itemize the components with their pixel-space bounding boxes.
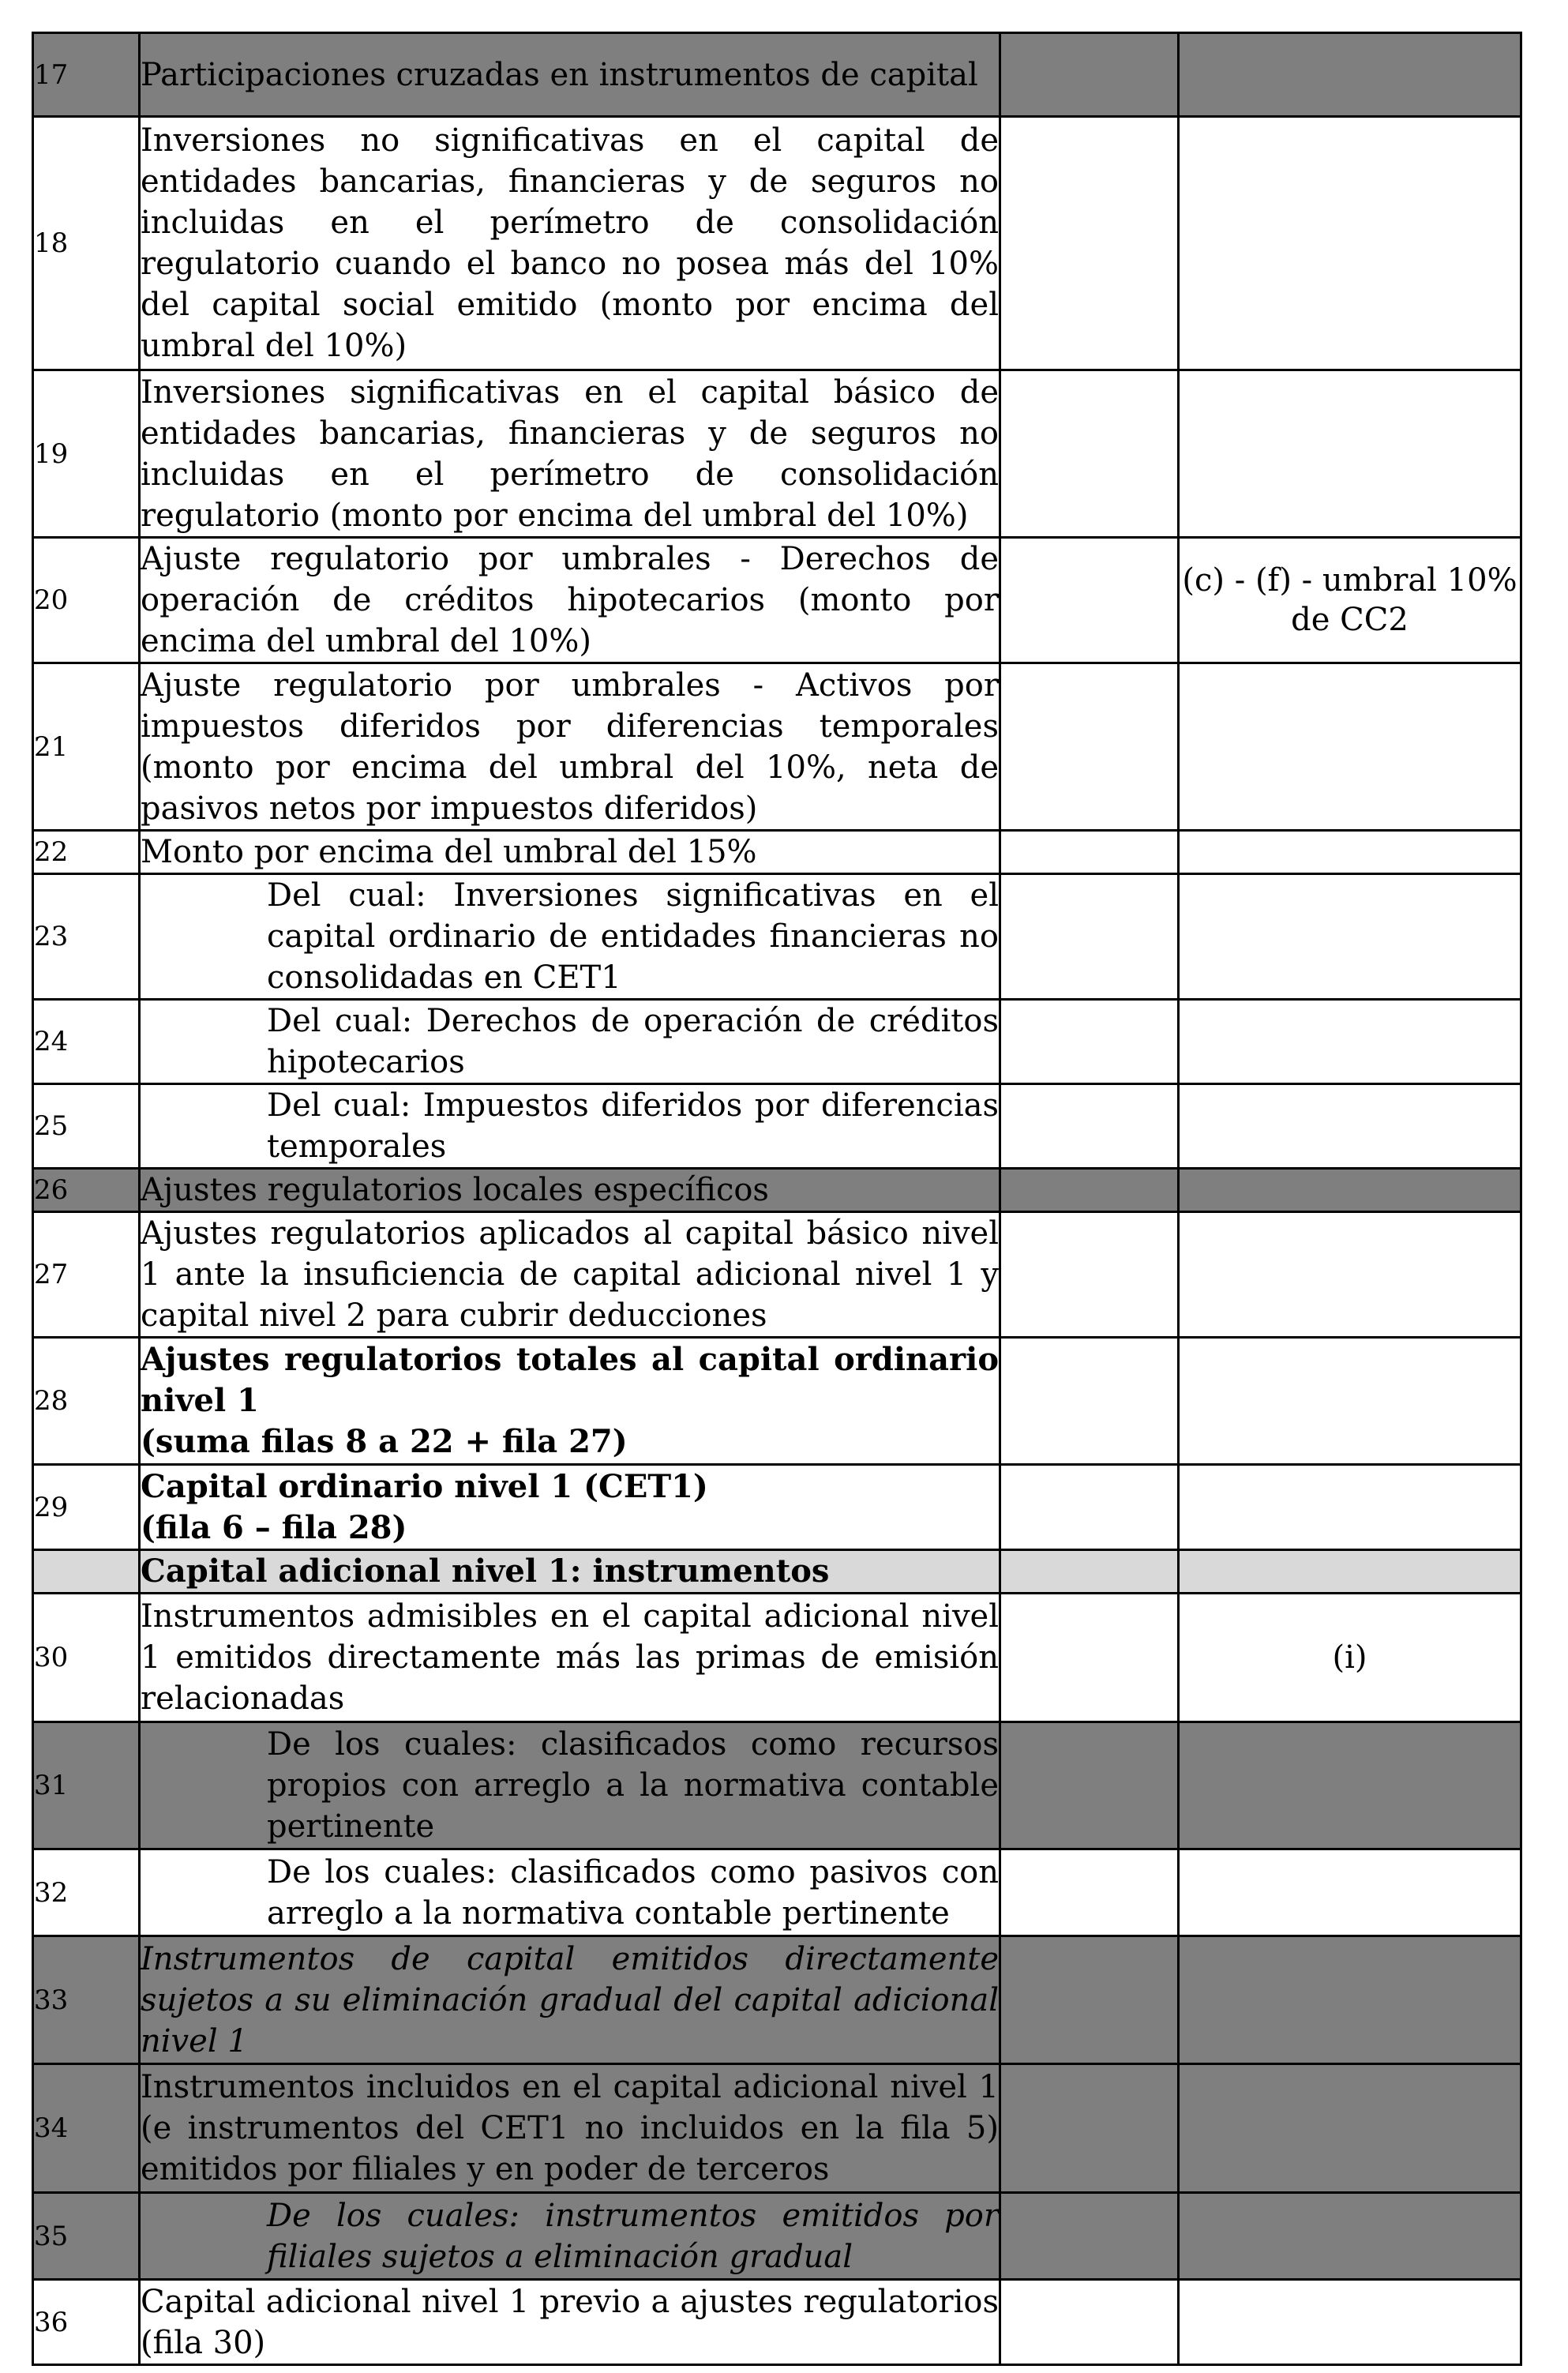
row-description: Capital adicional nivel 1 previo a ajustes regulatorios (fila 30) (140, 2280, 1000, 2365)
row-number: 32 (33, 1849, 140, 1936)
row-description-main: Capital ordinario nivel 1 (CET1) (141, 1467, 708, 1505)
row-number: 29 (33, 1465, 140, 1550)
row-reference (1179, 1722, 1521, 1849)
row-description-formula: (suma filas 8 a 22 + fila 27) (141, 1423, 628, 1460)
row-description: Del cual: Inversiones significativas en el capital ordinario de entidades financieras no consolidadas en CET1 (140, 874, 1000, 1000)
row-amount-cell (1000, 33, 1179, 117)
row-amount-cell (1000, 874, 1179, 1000)
row-number: 31 (33, 1722, 140, 1849)
row-number: 22 (33, 831, 140, 874)
row-reference (1179, 874, 1521, 1000)
row-number: 35 (33, 2193, 140, 2280)
table-row (33, 1084, 1521, 1169)
row-amount-cell (1000, 663, 1179, 831)
row-description: Del cual: Derechos de operación de créditos hipotecarios (140, 1000, 1000, 1084)
row-description: Instrumentos de capital emitidos directamente sujetos a su eliminación gradual del capital adicional nivel 1 (140, 1936, 1000, 2064)
table-row (33, 117, 1521, 370)
table-row (33, 1000, 1521, 1084)
row-reference (1179, 1212, 1521, 1338)
row-reference: (i) (1179, 1594, 1521, 1722)
row-amount-cell (1000, 538, 1179, 663)
row-number: 17 (33, 33, 140, 117)
row-reference (1179, 2280, 1521, 2365)
row-amount-cell (1000, 1550, 1179, 1594)
table-row (33, 538, 1521, 663)
row-reference: (c) - (f) - umbral 10% de CC2 (1179, 538, 1521, 663)
row-amount-cell (1000, 831, 1179, 874)
table-row (33, 1722, 1521, 1849)
table-row (33, 370, 1521, 538)
row-amount-cell (1000, 2193, 1179, 2280)
row-reference (1179, 1936, 1521, 2064)
table-row (33, 2193, 1521, 2280)
row-reference (1179, 33, 1521, 117)
table-row (33, 1338, 1521, 1465)
table-row (33, 1465, 1521, 1550)
row-amount-cell (1000, 1000, 1179, 1084)
row-reference (1179, 117, 1521, 370)
row-number: 27 (33, 1212, 140, 1338)
row-amount-cell (1000, 1465, 1179, 1550)
row-reference (1179, 1000, 1521, 1084)
row-amount-cell (1000, 1169, 1179, 1212)
table-row (33, 663, 1521, 831)
row-reference (1179, 2064, 1521, 2193)
row-amount-cell (1000, 1084, 1179, 1169)
table-row (33, 831, 1521, 874)
row-amount-cell (1000, 1212, 1179, 1338)
row-number: 23 (33, 874, 140, 1000)
row-description (140, 1338, 1000, 1465)
row-reference (1179, 1465, 1521, 1550)
table-row (33, 1594, 1521, 1722)
row-reference (1179, 1338, 1521, 1465)
row-description: Ajustes regulatorios aplicados al capital básico nivel 1 ante la insuficiencia de capital adicional nivel 1 y capital nivel 2 para cubrir deducciones (140, 1212, 1000, 1338)
capital-disclosure-table (32, 32, 1522, 2366)
row-description: Ajuste regulatorio por umbrales - Derechos de operación de créditos hipotecarios (monto por encima del umbral del 10%) (140, 538, 1000, 663)
row-reference (1179, 2193, 1521, 2280)
table-row (33, 1212, 1521, 1338)
row-amount-cell (1000, 1722, 1179, 1849)
row-number: 20 (33, 538, 140, 663)
table-row (33, 2280, 1521, 2365)
row-reference (1179, 831, 1521, 874)
table-row (33, 2064, 1521, 2193)
row-number: 21 (33, 663, 140, 831)
table-row (33, 874, 1521, 1000)
row-amount-cell (1000, 370, 1179, 538)
table-row (33, 1550, 1521, 1594)
capital-disclosure-table-container (32, 32, 1520, 2361)
row-reference (1179, 1550, 1521, 1594)
row-description-formula: (fila 6 – fila 28) (141, 1508, 407, 1546)
row-number: 36 (33, 2280, 140, 2365)
row-number: 33 (33, 1936, 140, 2064)
row-description: De los cuales: instrumentos emitidos por filiales sujetos a eliminación gradual (140, 2193, 1000, 2280)
row-number: 30 (33, 1594, 140, 1722)
row-number: 26 (33, 1169, 140, 1212)
row-number (33, 1550, 140, 1594)
row-amount-cell (1000, 1594, 1179, 1722)
row-description: Inversiones significativas en el capital básico de entidades bancarias, financieras y de seguros no incluidas en el perímetro de consolidación regulatorio (monto por encima del umbral del 10%) (140, 370, 1000, 538)
row-amount-cell (1000, 1936, 1179, 2064)
row-amount-cell (1000, 2280, 1179, 2365)
row-description-main: Ajustes regulatorios totales al capital ordinario nivel 1 (141, 1341, 999, 1419)
row-description: De los cuales: clasificados como pasivos con arreglo a la normativa contable pertinente (140, 1849, 1000, 1936)
row-amount-cell (1000, 117, 1179, 370)
row-number: 24 (33, 1000, 140, 1084)
table-row (33, 1169, 1521, 1212)
row-reference (1179, 1169, 1521, 1212)
row-reference (1179, 370, 1521, 538)
row-reference (1179, 1084, 1521, 1169)
row-description: Del cual: Impuestos diferidos por diferencias temporales (140, 1084, 1000, 1169)
row-description: Instrumentos admisibles en el capital adicional nivel 1 emitidos directamente más las primas de emisión relacionadas (140, 1594, 1000, 1722)
row-amount-cell (1000, 1849, 1179, 1936)
row-description: Inversiones no significativas en el capital de entidades bancarias, financieras y de seguros no incluidas en el perímetro de consolidación regulatorio cuando el banco no posea más del 10% del capital social emitido (monto por encima del umbral del 10%) (140, 117, 1000, 370)
row-description: Participaciones cruzadas en instrumentos de capital (140, 33, 1000, 117)
row-number: 25 (33, 1084, 140, 1169)
row-description: Ajuste regulatorio por umbrales - Activos por impuestos diferidos por diferencias temporales (monto por encima del umbral del 10%, neta de pasivos netos por impuestos diferidos) (140, 663, 1000, 831)
row-reference (1179, 1849, 1521, 1936)
row-description: Ajustes regulatorios locales específicos (140, 1169, 1000, 1212)
row-description: De los cuales: clasificados como recursos propios con arreglo a la normativa contable pertinente (140, 1722, 1000, 1849)
row-description (140, 1465, 1000, 1550)
row-number: 19 (33, 370, 140, 538)
row-amount-cell (1000, 2064, 1179, 2193)
row-reference (1179, 663, 1521, 831)
table-row (33, 1936, 1521, 2064)
row-description: Instrumentos incluidos en el capital adicional nivel 1 (e instrumentos del CET1 no incluidos en la fila 5) emitidos por filiales y en poder de terceros (140, 2064, 1000, 2193)
table-row (33, 33, 1521, 117)
row-description: Capital adicional nivel 1: instrumentos (140, 1550, 1000, 1594)
table-row (33, 1849, 1521, 1936)
row-number: 28 (33, 1338, 140, 1465)
row-number: 18 (33, 117, 140, 370)
row-amount-cell (1000, 1338, 1179, 1465)
row-number: 34 (33, 2064, 140, 2193)
row-description: Monto por encima del umbral del 15% (140, 831, 1000, 874)
